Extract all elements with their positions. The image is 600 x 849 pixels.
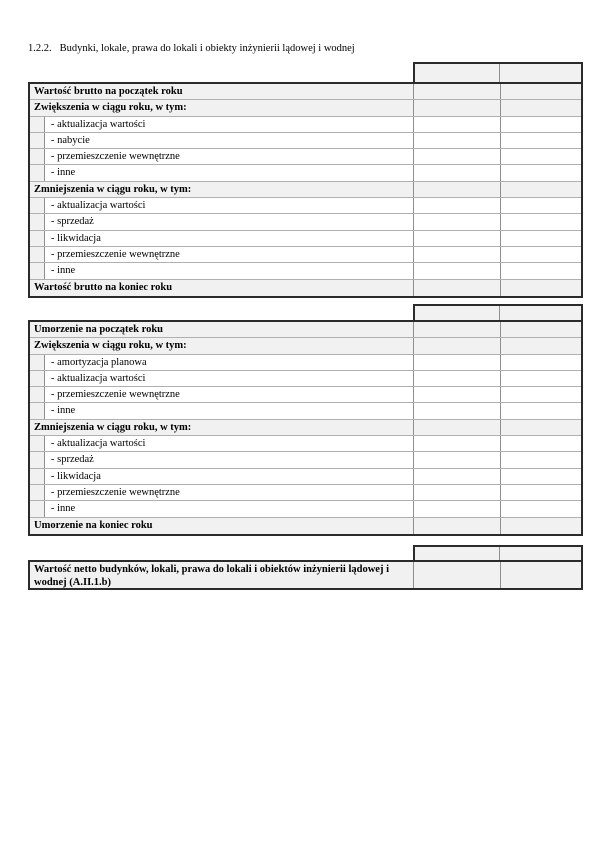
value-cell-col1 (413, 485, 500, 500)
table-row (30, 338, 581, 354)
table-row (30, 387, 581, 403)
value-cell-col2 (500, 501, 581, 516)
row-label: - przemieszczenie wewnętrzne (51, 248, 180, 260)
value-cell-col2 (500, 182, 581, 197)
net-table-header-box (413, 545, 583, 560)
value-cell-col2 (500, 322, 581, 337)
value-cell-col1 (413, 280, 500, 296)
row-label: - likwidacja (51, 232, 101, 244)
net-value-table (28, 560, 583, 590)
amortization-table-header-box (413, 304, 583, 320)
row-label: Zwiększenia w ciągu roku, w tym: (34, 340, 187, 352)
section-number: 1.2.2. (28, 43, 52, 54)
table-row (30, 280, 581, 296)
row-label: Wartość brutto na początek roku (34, 86, 183, 97)
value-cell-col1 (413, 198, 500, 213)
table-row (30, 355, 581, 371)
value-cell-col2 (500, 133, 581, 148)
indent-cell (30, 247, 45, 262)
row-label: - likwidacja (51, 470, 101, 482)
gross-header-cell-col1 (415, 64, 500, 82)
gross-value-table (28, 82, 583, 298)
row-label: Umorzenie na koniec roku (34, 519, 153, 531)
value-cell-col1 (413, 117, 500, 132)
table-row (30, 263, 581, 279)
row-label: Umorzenie na początek roku (34, 324, 163, 335)
indent-cell (30, 149, 45, 164)
value-cell-col2 (500, 214, 581, 229)
value-cell-col2 (500, 117, 581, 132)
value-cell-col1 (413, 562, 500, 588)
indent-cell (30, 452, 45, 467)
value-cell-col1 (413, 371, 500, 386)
value-cell-col2 (500, 387, 581, 402)
indent-cell (30, 198, 45, 213)
table-row (30, 469, 581, 485)
value-cell-col1 (413, 436, 500, 451)
value-cell-col2 (500, 562, 581, 588)
table-row (30, 452, 581, 468)
value-cell-col2 (500, 84, 581, 99)
value-cell-col2 (500, 338, 581, 353)
value-cell-col2 (500, 165, 581, 180)
indent-cell (30, 214, 45, 229)
table-row (30, 182, 581, 198)
value-cell-col1 (413, 84, 500, 99)
indent-cell (30, 133, 45, 148)
row-label: Zwiększenia w ciągu roku, w tym: (34, 102, 187, 114)
indent-cell (30, 436, 45, 451)
table-row (30, 149, 581, 165)
net-header-cell-col2 (500, 547, 581, 560)
value-cell-col2 (500, 263, 581, 278)
table-row (30, 247, 581, 263)
value-cell-col1 (413, 338, 500, 353)
row-label: - inne (51, 265, 76, 277)
value-cell-col2 (500, 231, 581, 246)
row-label: Zmniejszenia w ciągu roku, w tym: (34, 183, 192, 195)
row-label: - przemieszczenie wewnętrzne (51, 486, 180, 498)
table-row (30, 322, 581, 338)
indent-cell (30, 387, 45, 402)
value-cell-col2 (500, 469, 581, 484)
row-label: - aktualizacja wartości (51, 438, 146, 450)
indent-cell (30, 371, 45, 386)
table-row (30, 420, 581, 436)
indent-cell (30, 355, 45, 370)
value-cell-col2 (500, 149, 581, 164)
value-cell-col1 (413, 518, 500, 534)
value-cell-col2 (500, 100, 581, 115)
row-label: Wartość netto budynków, lokali, prawa do lokali i obiektów inżynierii lądowej i wodnej (A.II.1.b) (34, 564, 389, 588)
value-cell-col1 (413, 182, 500, 197)
table-row (30, 501, 581, 517)
row-label: - aktualizacja wartości (51, 200, 146, 212)
table-row (30, 198, 581, 214)
value-cell-col2 (500, 436, 581, 451)
table-row (30, 165, 581, 181)
value-cell-col1 (413, 403, 500, 418)
value-cell-col2 (500, 485, 581, 500)
value-cell-col1 (413, 100, 500, 115)
value-cell-col1 (413, 501, 500, 516)
value-cell-col1 (413, 149, 500, 164)
table-row (30, 485, 581, 501)
indent-cell (30, 469, 45, 484)
table-row (30, 231, 581, 247)
table-row (30, 518, 581, 534)
row-label: - sprzedaż (51, 216, 94, 228)
amortization-header-cell-col1 (415, 306, 500, 320)
value-cell-col1 (413, 452, 500, 467)
indent-cell (30, 501, 45, 516)
gross-header-cell-col2 (500, 64, 581, 82)
value-cell-col2 (500, 403, 581, 418)
row-label: - amortyzacja planowa (51, 356, 147, 368)
indent-cell (30, 231, 45, 246)
table-row (30, 84, 581, 100)
row-label: - aktualizacja wartości (51, 118, 146, 130)
value-cell-col1 (413, 165, 500, 180)
value-cell-col2 (500, 247, 581, 262)
value-cell-col1 (413, 231, 500, 246)
row-label: Wartość brutto na koniec roku (34, 281, 173, 293)
amortization-header-cell-col2 (500, 306, 581, 320)
value-cell-col2 (500, 420, 581, 435)
section-title (28, 43, 355, 54)
gross-table-header-box (413, 62, 583, 82)
row-label: - nabycie (51, 134, 90, 146)
row-label: - inne (51, 167, 76, 179)
value-cell-col1 (413, 387, 500, 402)
indent-cell (30, 117, 45, 132)
row-label: - przemieszczenie wewnętrzne (51, 151, 180, 163)
indent-cell (30, 403, 45, 418)
row-label: - inne (51, 405, 76, 417)
value-cell-col1 (413, 133, 500, 148)
indent-cell (30, 485, 45, 500)
value-cell-col1 (413, 322, 500, 337)
value-cell-col2 (500, 371, 581, 386)
amortization-table (28, 320, 583, 536)
indent-cell (30, 165, 45, 180)
value-cell-col1 (413, 214, 500, 229)
value-cell-col2 (500, 280, 581, 296)
value-cell-col2 (500, 452, 581, 467)
table-row (30, 371, 581, 387)
row-label: - sprzedaż (51, 454, 94, 466)
table-row (30, 436, 581, 452)
row-label: Zmniejszenia w ciągu roku, w tym: (34, 421, 192, 433)
row-label: - inne (51, 503, 76, 515)
table-row (30, 117, 581, 133)
table-row (30, 100, 581, 116)
section-title-text: Budynki, lokale, prawa do lokali i obiekty inżynierii lądowej i wodnej (59, 43, 355, 54)
net-header-cell-col1 (415, 547, 500, 560)
table-row (30, 403, 581, 419)
value-cell-col1 (413, 247, 500, 262)
value-cell-col2 (500, 198, 581, 213)
value-cell-col1 (413, 420, 500, 435)
value-cell-col2 (500, 518, 581, 534)
indent-cell (30, 263, 45, 278)
table-row (30, 133, 581, 149)
value-cell-col1 (413, 263, 500, 278)
table-row (30, 214, 581, 230)
row-label: - przemieszczenie wewnętrzne (51, 389, 180, 401)
row-label: - aktualizacja wartości (51, 372, 146, 384)
value-cell-col2 (500, 355, 581, 370)
value-cell-col1 (413, 355, 500, 370)
value-cell-col1 (413, 469, 500, 484)
table-row (30, 562, 581, 588)
